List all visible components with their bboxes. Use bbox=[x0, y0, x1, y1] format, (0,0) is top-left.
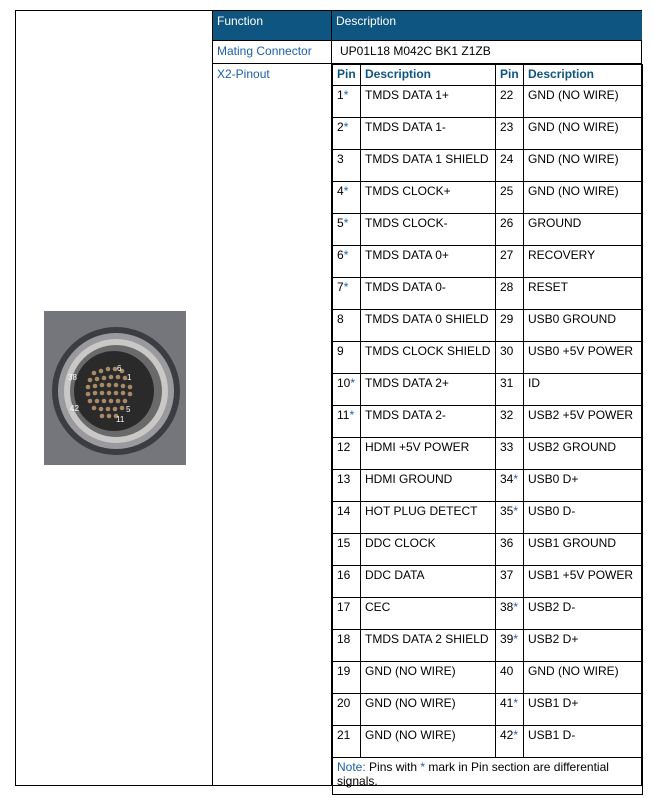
pin-number-left-text: 9 bbox=[337, 344, 344, 358]
differential-star: * bbox=[513, 728, 519, 742]
pin-number-left-text: 17 bbox=[337, 600, 351, 614]
pin-description-left-text: TMDS DATA 0+ bbox=[365, 248, 449, 262]
pin-number-right-text: 32 bbox=[500, 408, 514, 422]
differential-star: * bbox=[343, 216, 349, 230]
pin-row bbox=[333, 662, 643, 694]
pin-row bbox=[333, 118, 643, 150]
pin-number-right bbox=[496, 214, 524, 246]
differential-star: * bbox=[513, 632, 519, 646]
pin-row bbox=[333, 726, 643, 758]
pin-number-right bbox=[496, 150, 524, 182]
pin-description-right-text: USB0 D+ bbox=[528, 472, 579, 486]
pin-description-left bbox=[361, 502, 496, 534]
pin-row bbox=[333, 630, 643, 662]
pin-number-left-text: 4 bbox=[337, 184, 344, 198]
pin-number-right-text: 33 bbox=[500, 440, 514, 454]
pin-description-right-text: RESET bbox=[528, 280, 569, 294]
connector-label-1: 1 bbox=[127, 373, 132, 382]
pin-description-left bbox=[361, 694, 496, 726]
pin-description-left-text: GND (NO WIRE) bbox=[365, 696, 456, 710]
pin-table bbox=[332, 64, 643, 795]
pin-number-right bbox=[496, 438, 524, 470]
pin-number-left-text: 3 bbox=[337, 152, 344, 166]
pin-number-left bbox=[333, 534, 361, 566]
pin-number-left bbox=[333, 694, 361, 726]
differential-star: * bbox=[343, 184, 349, 198]
note-label: Note: bbox=[337, 760, 366, 774]
pin-number-right-text: 42 bbox=[500, 728, 514, 742]
pin-row bbox=[333, 534, 643, 566]
pin-number-left bbox=[333, 246, 361, 278]
pin-number-right bbox=[496, 662, 524, 694]
pin-row bbox=[333, 502, 643, 534]
pin-number-left-text: 8 bbox=[337, 312, 344, 326]
pin-description-left bbox=[361, 662, 496, 694]
pin-description-left-text: TMDS CLOCK+ bbox=[365, 184, 451, 198]
pin-description-left-text: GND (NO WIRE) bbox=[365, 664, 456, 678]
function-column bbox=[213, 11, 332, 785]
pin-number-left bbox=[333, 470, 361, 502]
note-row bbox=[333, 758, 643, 795]
pin-number-left bbox=[333, 342, 361, 374]
pin-number-left-text: 1 bbox=[337, 88, 344, 102]
pin-row bbox=[333, 470, 643, 502]
differential-star: * bbox=[513, 504, 519, 518]
pin-row bbox=[333, 438, 643, 470]
pin-number-left-text: 6 bbox=[337, 248, 344, 262]
pin-number-left bbox=[333, 406, 361, 438]
pin-description-left-text: DDC CLOCK bbox=[365, 536, 436, 550]
pin-number-right bbox=[496, 246, 524, 278]
pin-number-left-text: 13 bbox=[337, 472, 351, 486]
pin-row bbox=[333, 566, 643, 598]
pinout-table bbox=[15, 10, 642, 786]
pin-description-right bbox=[524, 214, 643, 246]
pin-number-right-text: 35 bbox=[500, 504, 514, 518]
pin-number-left-text: 14 bbox=[337, 504, 351, 518]
pin-number-right-text: 24 bbox=[500, 152, 514, 166]
pin-description-left-text: HDMI +5V POWER bbox=[365, 440, 470, 454]
pin-description-left-text: DDC DATA bbox=[365, 568, 425, 582]
pin-number-right bbox=[496, 406, 524, 438]
pin-number-left bbox=[333, 726, 361, 758]
pin-description-right bbox=[524, 310, 643, 342]
pin-number-right bbox=[496, 502, 524, 534]
pin-number-left-text: 21 bbox=[337, 728, 351, 742]
pin-description-right bbox=[524, 118, 643, 150]
pin-description-right-text: USB2 GROUND bbox=[528, 440, 617, 454]
pin-description-left bbox=[361, 630, 496, 662]
pin-number-right bbox=[496, 86, 524, 118]
function-header: Function bbox=[213, 11, 331, 40]
pin-number-right bbox=[496, 598, 524, 630]
pin-row bbox=[333, 182, 643, 214]
pin-description-right bbox=[524, 470, 643, 502]
pin-description-right bbox=[524, 150, 643, 182]
pin-description-left bbox=[361, 566, 496, 598]
pin-number-right bbox=[496, 470, 524, 502]
pin-description-right bbox=[524, 662, 643, 694]
pin-number-left bbox=[333, 598, 361, 630]
pin-number-left bbox=[333, 86, 361, 118]
pin-number-right bbox=[496, 182, 524, 214]
pin-description-left bbox=[361, 406, 496, 438]
note-cell bbox=[333, 758, 643, 795]
pin-description-left-text: TMDS DATA 1 SHIELD bbox=[365, 152, 489, 166]
pin-number-right-text: 41 bbox=[500, 696, 514, 710]
pin-number-right bbox=[496, 534, 524, 566]
pin-row bbox=[333, 598, 643, 630]
connector-label-38: 38 bbox=[68, 373, 77, 382]
pin-description-left-text: TMDS DATA 2- bbox=[365, 408, 446, 422]
note-text-before: Pins with bbox=[365, 760, 421, 774]
pin-description-right-text: GND (NO WIRE) bbox=[528, 184, 619, 198]
pin-description-right-text: GND (NO WIRE) bbox=[528, 88, 619, 102]
pin-description-left bbox=[361, 182, 496, 214]
connector-label-5: 5 bbox=[126, 405, 131, 414]
pin-number-right bbox=[496, 374, 524, 406]
pin-description-right bbox=[524, 438, 643, 470]
pin-description-right bbox=[524, 278, 643, 310]
pin-number-right-text: 38 bbox=[500, 600, 514, 614]
pin-description-left bbox=[361, 726, 496, 758]
pin-description-right bbox=[524, 342, 643, 374]
pin-description-right bbox=[524, 566, 643, 598]
pin-description-right bbox=[524, 534, 643, 566]
pin-number-right bbox=[496, 278, 524, 310]
pin-number-left bbox=[333, 150, 361, 182]
mating-connector-value: UP01L18 M042C BK1 Z1ZB bbox=[332, 40, 642, 64]
note-star: * bbox=[420, 760, 426, 774]
pin-number-right bbox=[496, 694, 524, 726]
pin-description-left bbox=[361, 598, 496, 630]
pin-table-wrapper bbox=[332, 64, 642, 795]
pin-description-right-text: RECOVERY bbox=[528, 248, 596, 262]
pin-number-right-text: 31 bbox=[500, 376, 514, 390]
pin-number-right-text: 37 bbox=[500, 568, 514, 582]
connector-label-42: 42 bbox=[70, 404, 79, 413]
differential-star: * bbox=[350, 376, 356, 390]
pin-header-left: Pin bbox=[333, 65, 361, 86]
pin-row bbox=[333, 374, 643, 406]
pin-row bbox=[333, 694, 643, 726]
pin-description-right bbox=[524, 86, 643, 118]
pin-description-right bbox=[524, 406, 643, 438]
pin-number-left-text: 11 bbox=[337, 408, 350, 422]
connector-image-cell bbox=[16, 11, 213, 785]
differential-star: * bbox=[513, 696, 519, 710]
pin-number-left-text: 19 bbox=[337, 664, 351, 678]
pin-number-right-text: 30 bbox=[500, 344, 514, 358]
pin-description-right-text: USB1 D+ bbox=[528, 696, 579, 710]
differential-star: * bbox=[343, 120, 349, 134]
pin-description-right bbox=[524, 246, 643, 278]
pin-number-right-text: 36 bbox=[500, 536, 514, 550]
pin-number-left bbox=[333, 310, 361, 342]
differential-star: * bbox=[343, 88, 349, 102]
pin-number-left bbox=[333, 118, 361, 150]
pin-description-left-text: TMDS DATA 2+ bbox=[365, 376, 449, 390]
differential-star: * bbox=[513, 600, 519, 614]
differential-star: * bbox=[343, 248, 349, 262]
pin-number-right bbox=[496, 566, 524, 598]
pin-row bbox=[333, 86, 643, 118]
pin-description-left-text: TMDS CLOCK- bbox=[365, 216, 448, 230]
pin-description-left-text: TMDS DATA 0- bbox=[365, 280, 446, 294]
pin-description-right bbox=[524, 598, 643, 630]
pin-header-right: Pin bbox=[496, 65, 524, 86]
pin-description-left bbox=[361, 470, 496, 502]
pin-description-right-text: USB0 D- bbox=[528, 504, 576, 518]
connector-photo bbox=[44, 311, 186, 465]
pin-description-left bbox=[361, 86, 496, 118]
pin-description-left bbox=[361, 534, 496, 566]
pin-description-right-text: GND (NO WIRE) bbox=[528, 664, 619, 678]
pin-number-right-text: 40 bbox=[500, 664, 514, 678]
pin-number-right-text: 27 bbox=[500, 248, 514, 262]
pin-number-left-text: 2 bbox=[337, 120, 344, 134]
pin-number-left-text: 20 bbox=[337, 696, 351, 710]
pin-description-left bbox=[361, 246, 496, 278]
pin-description-right-text: USB1 GROUND bbox=[528, 536, 617, 550]
pin-number-right-text: 26 bbox=[500, 216, 514, 230]
desc-header-left: Description bbox=[361, 65, 496, 86]
pin-number-right bbox=[496, 726, 524, 758]
differential-star: * bbox=[513, 472, 519, 486]
pin-description-right bbox=[524, 182, 643, 214]
differential-star: * bbox=[349, 408, 355, 422]
pin-number-left bbox=[333, 502, 361, 534]
pin-row bbox=[333, 310, 643, 342]
pin-description-right-text: GND (NO WIRE) bbox=[528, 152, 619, 166]
pin-description-right-text: ID bbox=[528, 376, 540, 390]
pin-number-right-text: 25 bbox=[500, 184, 514, 198]
pin-number-left bbox=[333, 374, 361, 406]
pin-number-left-text: 18 bbox=[337, 632, 351, 646]
pin-table-header-row bbox=[333, 65, 643, 86]
pin-row bbox=[333, 246, 643, 278]
pin-description-left bbox=[361, 214, 496, 246]
pin-number-left-text: 16 bbox=[337, 568, 351, 582]
pin-rows bbox=[333, 86, 643, 758]
pin-description-right bbox=[524, 726, 643, 758]
pin-description-left bbox=[361, 342, 496, 374]
pin-row bbox=[333, 278, 643, 310]
pin-number-right-text: 23 bbox=[500, 120, 514, 134]
note-text-after: mark in Pin section are differential signals. bbox=[337, 760, 609, 788]
pin-number-right bbox=[496, 630, 524, 662]
pin-description-right-text: USB0 GROUND bbox=[528, 312, 617, 326]
pin-description-left-text: TMDS DATA 1- bbox=[365, 120, 446, 134]
pin-description-right-text: USB2 D- bbox=[528, 600, 576, 614]
pin-row bbox=[333, 214, 643, 246]
pin-description-left bbox=[361, 118, 496, 150]
pin-number-left bbox=[333, 630, 361, 662]
differential-star: * bbox=[343, 280, 349, 294]
pin-number-right bbox=[496, 310, 524, 342]
pin-description-right-text: USB1 D- bbox=[528, 728, 576, 742]
pin-description-left-text: TMDS DATA 1+ bbox=[365, 88, 449, 102]
description-header: Description bbox=[332, 11, 642, 40]
pin-description-left bbox=[361, 374, 496, 406]
pin-number-right-text: 39 bbox=[500, 632, 514, 646]
pin-description-right bbox=[524, 630, 643, 662]
pin-number-left bbox=[333, 566, 361, 598]
pin-description-left-text: HDMI GROUND bbox=[365, 472, 453, 486]
connector-label-11: 11 bbox=[116, 415, 125, 424]
desc-header-right: Description bbox=[524, 65, 643, 86]
pin-description-left bbox=[361, 150, 496, 182]
pin-description-right bbox=[524, 694, 643, 726]
pin-description-left-text: TMDS DATA 0 SHIELD bbox=[365, 312, 489, 326]
pin-number-right bbox=[496, 342, 524, 374]
pin-description-right-text: GROUND bbox=[528, 216, 582, 230]
pin-number-right bbox=[496, 118, 524, 150]
pin-description-left bbox=[361, 438, 496, 470]
pin-number-right-text: 34 bbox=[500, 472, 514, 486]
pin-description-left-text: CEC bbox=[365, 600, 391, 614]
pin-number-right-text: 29 bbox=[500, 312, 514, 326]
pin-number-right-text: 28 bbox=[500, 280, 514, 294]
pin-description-left-text: GND (NO WIRE) bbox=[365, 728, 456, 742]
pin-description-right-text: USB2 D+ bbox=[528, 632, 579, 646]
pin-description-right-text: GND (NO WIRE) bbox=[528, 120, 619, 134]
pin-number-left bbox=[333, 438, 361, 470]
pin-description-right-text: USB1 +5V POWER bbox=[528, 568, 634, 582]
pin-description-right bbox=[524, 374, 643, 406]
pin-number-left-text: 15 bbox=[337, 536, 351, 550]
pin-number-left-text: 12 bbox=[337, 440, 351, 454]
pin-number-right-text: 22 bbox=[500, 88, 514, 102]
pin-number-left-text: 10 bbox=[337, 376, 351, 390]
pin-description-right-text: USB2 +5V POWER bbox=[528, 408, 634, 422]
connector-label-6: 6 bbox=[117, 364, 122, 373]
pin-description-left bbox=[361, 310, 496, 342]
pin-description-right bbox=[524, 502, 643, 534]
pin-row bbox=[333, 342, 643, 374]
pin-description-left-text: TMDS DATA 2 SHIELD bbox=[365, 632, 489, 646]
pin-number-left-text: 5 bbox=[337, 216, 344, 230]
pin-description-left-text: HOT PLUG DETECT bbox=[365, 504, 478, 518]
pin-number-left-text: 7 bbox=[337, 280, 344, 294]
pin-number-left bbox=[333, 662, 361, 694]
x2-pinout-label: X2-Pinout bbox=[217, 67, 270, 81]
pin-description-left bbox=[361, 278, 496, 310]
pin-number-left bbox=[333, 214, 361, 246]
pin-row bbox=[333, 150, 643, 182]
pin-number-left bbox=[333, 182, 361, 214]
pin-row bbox=[333, 406, 643, 438]
pin-description-left-text: TMDS CLOCK SHIELD bbox=[365, 344, 491, 358]
pin-description-right-text: USB0 +5V POWER bbox=[528, 344, 634, 358]
pin-number-left bbox=[333, 278, 361, 310]
mating-connector-label: Mating Connector bbox=[213, 40, 331, 64]
